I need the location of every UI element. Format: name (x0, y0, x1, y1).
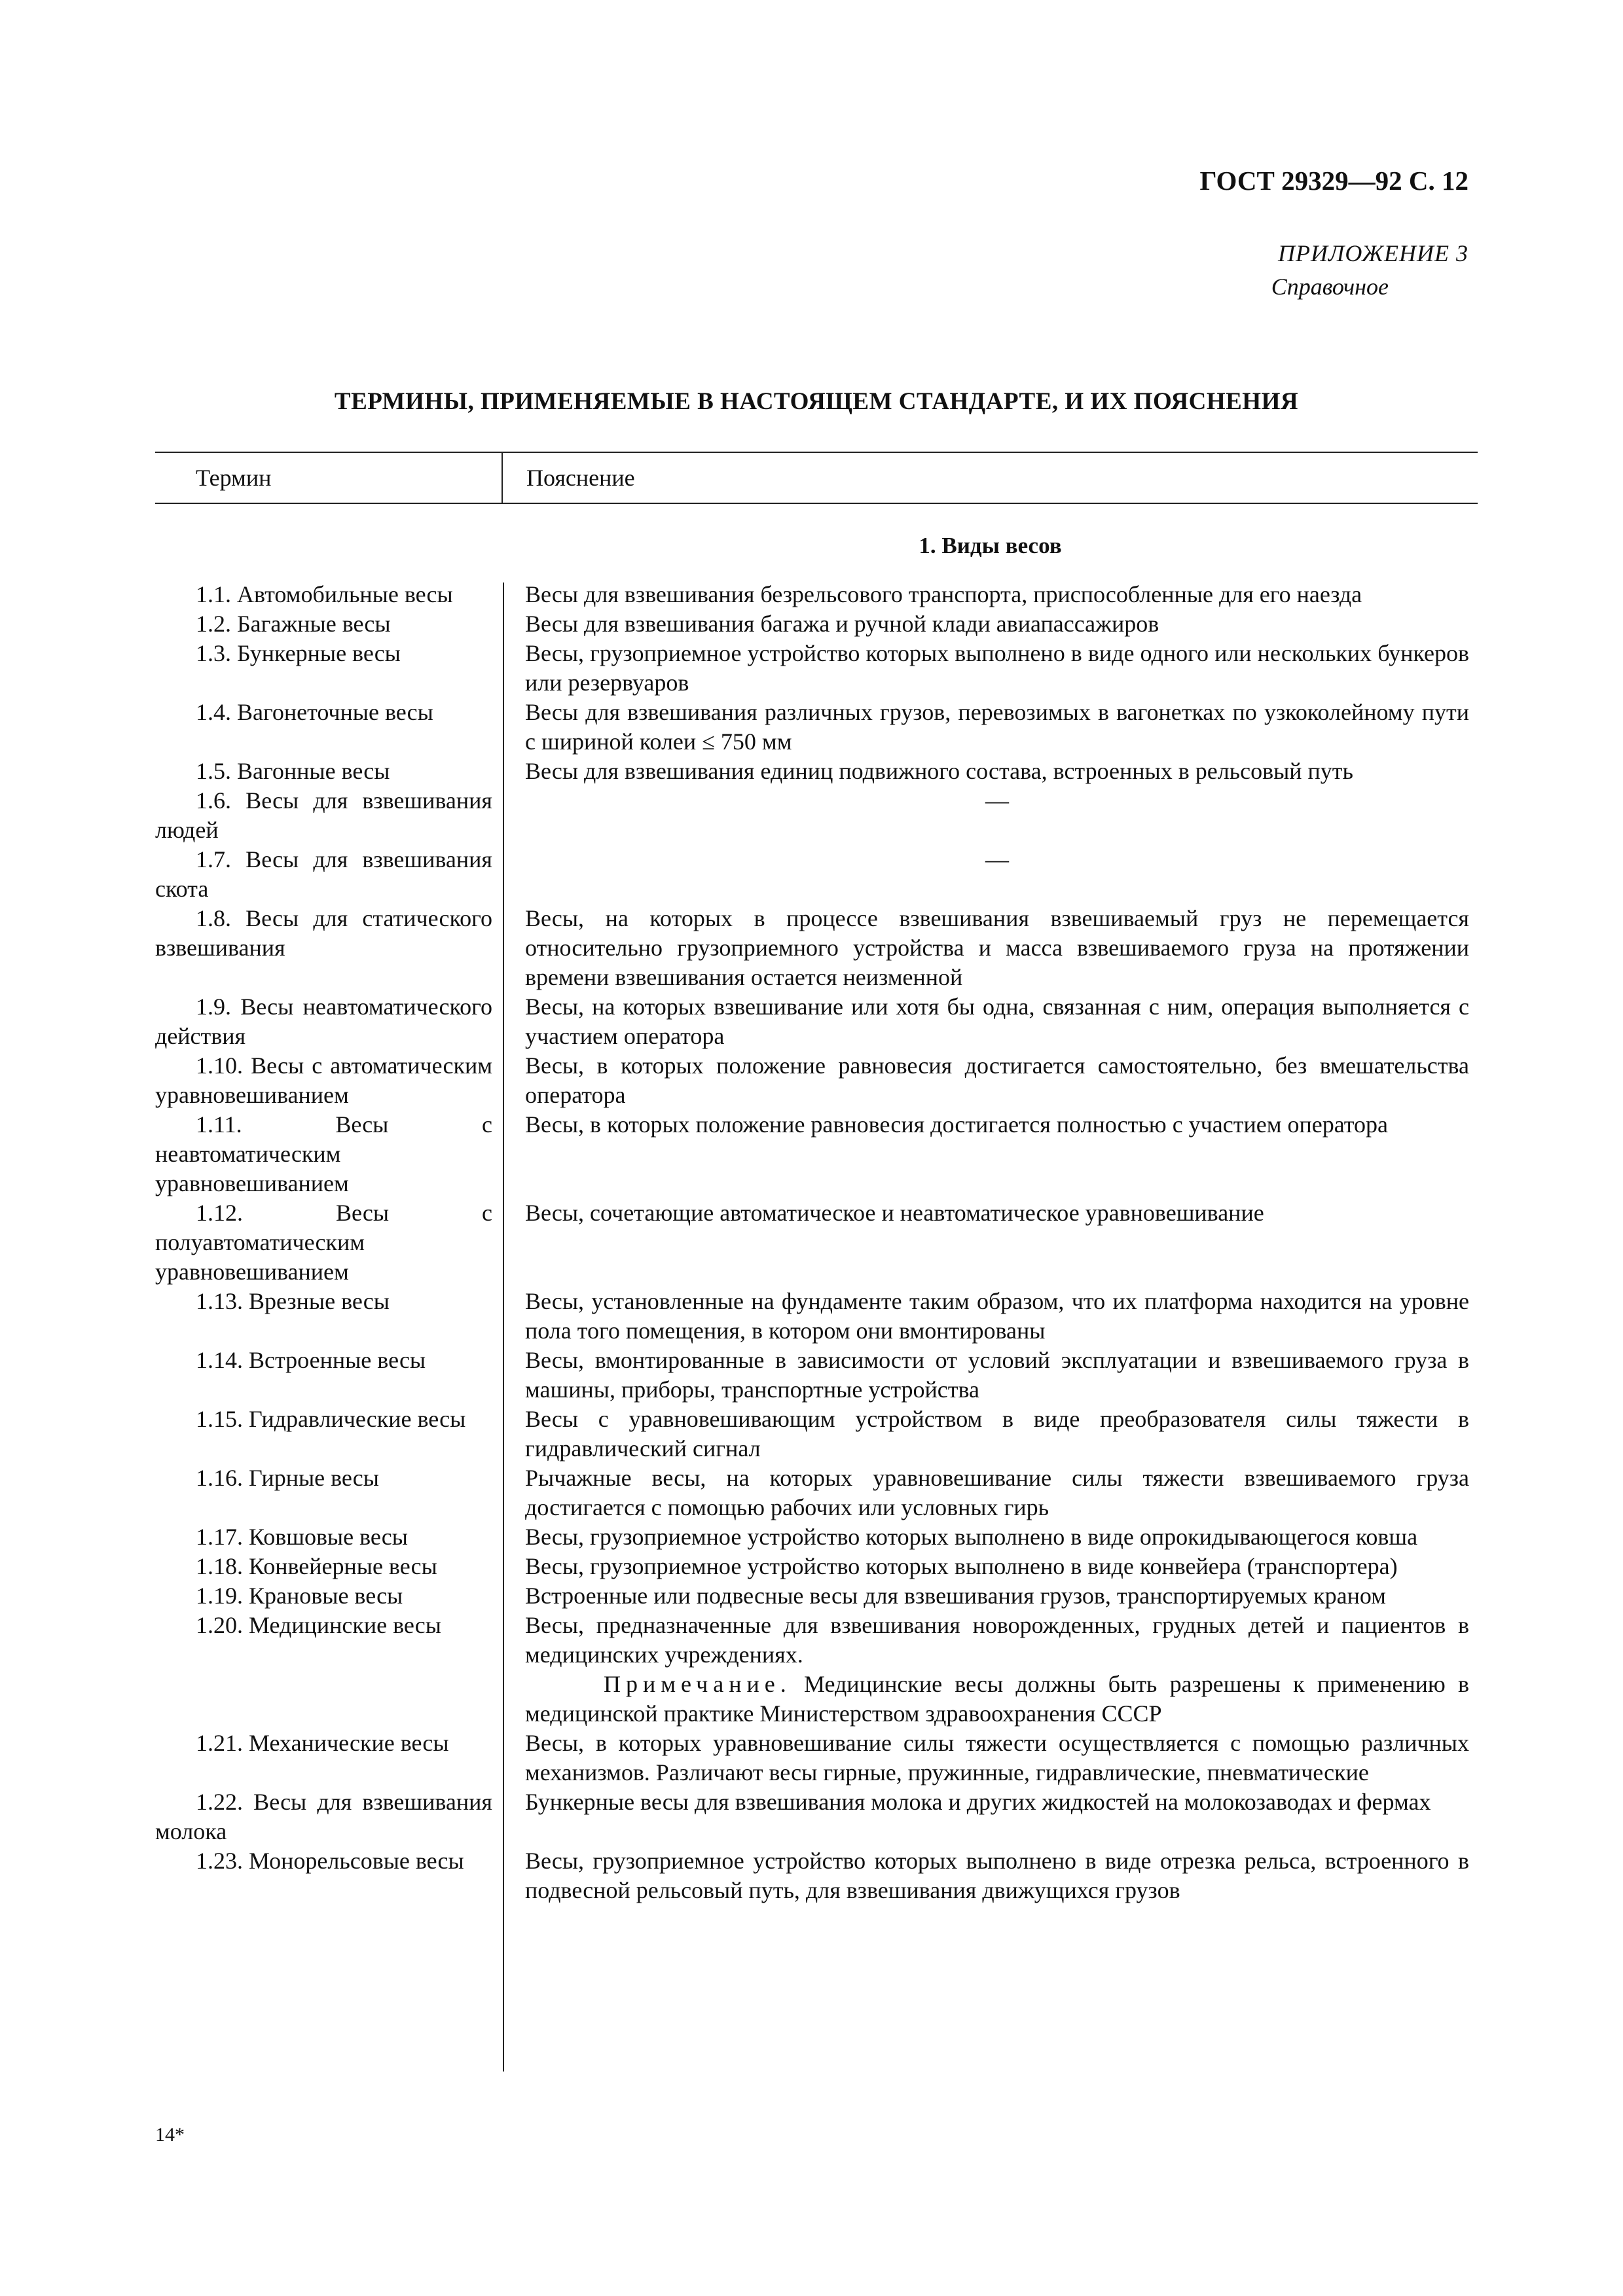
term-cell: 1.6. Весы для взвешивания людей (155, 787, 492, 843)
table-row (155, 845, 1478, 904)
term-cell: 1.23. Монорельсовые весы (196, 1848, 464, 1874)
explanation-cell: Встроенные или подвесные весы для взвешивания грузов, транспортируемых краном (525, 1583, 1386, 1609)
page-title: ТЕРМИНЫ, ПРИМЕНЯЕМЫЕ В НАСТОЯЩЕМ СТАНДАРТЕ, И ИХ ПОЯСНЕНИЯ (334, 388, 1299, 415)
term-cell: 1.2. Багажные весы (196, 611, 391, 637)
term-cell: 1.10. Весы с автоматическим уравновешиванием (155, 1052, 492, 1108)
explanation-dash: — (985, 846, 1009, 872)
term-cell: 1.18. Конвейерные весы (196, 1553, 437, 1579)
term-cell: 1.15. Гидравлические весы (196, 1406, 466, 1432)
term-cell: 1.22. Весы для взвешивания молока (155, 1789, 492, 1844)
explanation-cell: Весы, на которых в процессе взвешивания взвешиваемый груз не перемещается относительно грузоприемного устройства и масса взвешиваемого груза на протяжении времени взвешивания остается неизменной (525, 905, 1469, 990)
term-cell: 1.9. Весы неавтоматического действия (155, 994, 492, 1049)
table-header-rule (155, 503, 1478, 504)
table-body (155, 580, 1478, 1905)
explanation-cell: Весы с уравновешивающим устройством в виде преобразователя силы тяжести в гидравлический сигнал (525, 1406, 1469, 1462)
term-cell: 1.8. Весы для статического взвешивания (155, 905, 492, 961)
table-row (155, 1581, 1478, 1611)
explanation-cell (525, 1611, 1469, 1729)
table-row (155, 992, 1478, 1051)
explanation-cell: Весы, в которых положение равновесия достигается полностью с участием оператора (525, 1111, 1389, 1138)
table-row (155, 1405, 1478, 1463)
table-row (155, 1846, 1478, 1905)
term-cell: 1.3. Бункерные весы (196, 640, 401, 666)
table-row (155, 1611, 1478, 1729)
explanation-cell: Весы, грузоприемное устройство которых выполнено в виде отрезка рельса, встроенного в подвесной рельсовый путь, для взвешивания движущихся грузов (525, 1848, 1469, 1903)
explanation-cell: Весы для взвешивания различных грузов, перевозимых в вагонетках по узкоколейному пути с шириной колеи ≤ 750 мм (525, 699, 1469, 755)
table-row (155, 1110, 1478, 1198)
explanation-cell: Весы, сочетающие автоматическое и неавтоматическое уравновешивание (525, 1200, 1264, 1226)
term-cell: 1.17. Ковшовые весы (196, 1524, 408, 1550)
explanation-text: Весы, предназначенные для взвешивания новорожденных, грудных детей и пациентов в медицинских учреждениях. (525, 1612, 1469, 1668)
explanation-cell: Весы, вмонтированные в зависимости от условий эксплуатации и взвешиваемого груза в машины, приборы, транспортные устройства (525, 1347, 1469, 1403)
table-row (155, 1522, 1478, 1552)
table-row (155, 1287, 1478, 1346)
explanation-cell: Бункерные весы для взвешивания молока и других жидкостей на молокозаводах и фермах (525, 1789, 1431, 1815)
term-cell: 1.14. Встроенные весы (196, 1347, 426, 1373)
appendix-number: ПРИЛОЖЕНИЕ 3 (1278, 240, 1468, 266)
column-header-explanation: Пояснение (526, 465, 635, 491)
table-row (155, 1552, 1478, 1581)
explanation-cell: Весы для взвешивания багажа и ручной клади авиапассажиров (525, 611, 1159, 637)
term-cell: 1.21. Механические весы (196, 1730, 449, 1756)
note-lead: Примечание. (604, 1671, 792, 1697)
term-cell: 1.1. Автомобильные весы (196, 581, 453, 607)
explanation-cell: Весы, грузоприемное устройство которых выполнено в виде одного или нескольких бункеров или резервуаров (525, 640, 1469, 696)
term-cell: 1.11. Весы с неавтоматическим уравновешиванием (155, 1111, 492, 1196)
column-header-term: Термин (196, 465, 272, 491)
note (525, 1670, 1469, 1729)
term-cell: 1.16. Гирные весы (196, 1465, 379, 1491)
explanation-cell: Весы, в которых положение равновесия достигается самостоятельно, без вмешательства оператора (525, 1052, 1469, 1108)
table-row (155, 757, 1478, 786)
table-row (155, 1787, 1478, 1846)
table-row (155, 698, 1478, 757)
table-top-rule (155, 452, 1478, 453)
term-cell: 1.7. Весы для взвешивания скота (155, 846, 492, 902)
term-cell: 1.19. Крановые весы (196, 1583, 403, 1609)
table-row (155, 1051, 1478, 1110)
appendix-kind: Справочное (1271, 274, 1389, 300)
section-title: 1. Виды весов (919, 533, 1062, 558)
explanation-cell: Рычажные весы, на которых уравновешивание силы тяжести взвешиваемого груза достигается с помощью рабочих или условных гирь (525, 1465, 1469, 1520)
terms-table (155, 452, 1478, 2081)
document-code: ГОСТ 29329—92 С. 12 (1199, 166, 1468, 196)
explanation-cell: Весы, грузоприемное устройство которых выполнено в виде опрокидывающегося ковша (525, 1524, 1418, 1550)
table-row (155, 1198, 1478, 1287)
explanation-cell: Весы, в которых уравновешивание силы тяжести осуществляется с помощью различных механизмов. Различают весы гирные, пружинные, гидравлические, пневматические (525, 1730, 1469, 1785)
explanation-cell: Весы, грузоприемное устройство которых выполнено в виде конвейера (транспортера) (525, 1553, 1398, 1579)
term-cell: 1.12. Весы с полуавтоматическим уравновешиванием (155, 1200, 492, 1285)
explanation-cell: Весы для взвешивания безрельсового транспорта, приспособленные для его наезда (525, 581, 1362, 607)
term-cell: 1.13. Врезные весы (196, 1288, 390, 1314)
explanation-dash: — (985, 787, 1009, 814)
table-row (155, 580, 1478, 609)
table-row (155, 904, 1478, 992)
explanation-cell: Весы для взвешивания единиц подвижного состава, встроенных в рельсовый путь (525, 758, 1353, 784)
table-row (155, 1729, 1478, 1787)
table-row (155, 1346, 1478, 1405)
table-row (155, 786, 1478, 845)
table-row (155, 609, 1478, 639)
explanation-cell: Весы, на которых взвешивание или хотя бы одна, связанная с ним, операция выполняется с участием оператора (525, 994, 1469, 1049)
explanation-cell: Весы, установленные на фундаменте таким образом, что их платформа находится на уровне пола того помещения, в котором они вмонтированы (525, 1288, 1469, 1344)
term-cell: 1.4. Вагонеточные весы (196, 699, 433, 725)
term-cell: 1.5. Вагонные весы (196, 758, 390, 784)
term-cell: 1.20. Медицинские весы (196, 1612, 441, 1638)
table-row (155, 639, 1478, 698)
page-footer-mark: 14* (155, 2124, 185, 2145)
table-row (155, 1463, 1478, 1522)
note-text: Медицинские весы должны быть разрешены к применению в медицинской практике Министерством здравоохранения СССР (525, 1671, 1469, 1727)
